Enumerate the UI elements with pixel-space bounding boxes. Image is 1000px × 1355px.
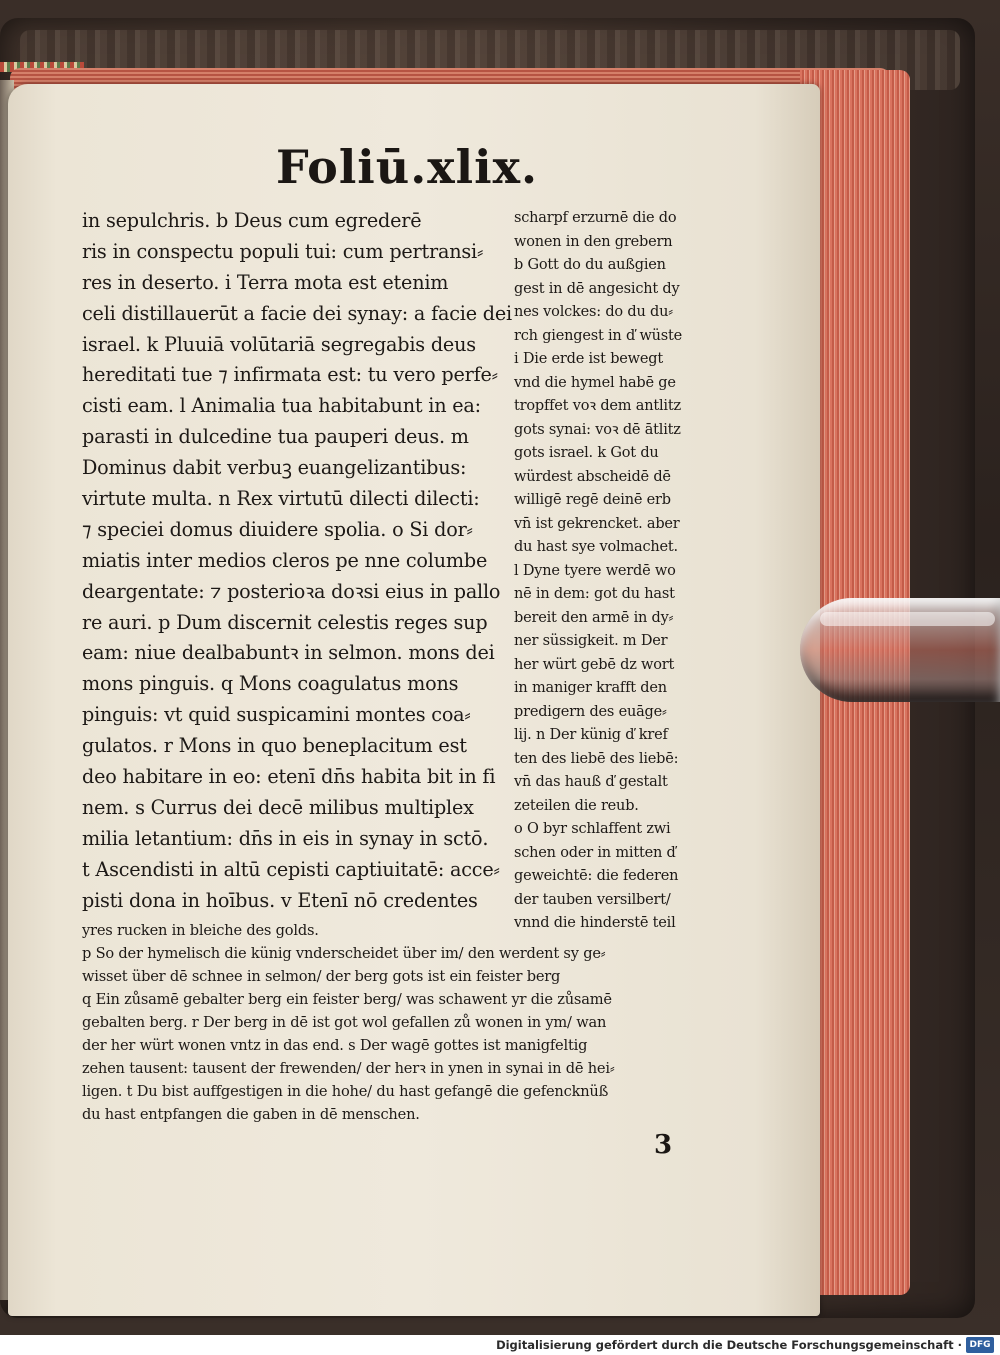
main-text-line: deo habitare in eo: etenī dn̄s habita bit in fi [82,765,496,789]
main-text-line: ris in conspectu populi tui: cum pertransi⸗ [82,239,484,263]
main-text-line: deargentate: ⁊ posterioꝛa doꝛsi eius in pallo [82,579,501,603]
gloss-text-line: zeteilen die reub. [514,797,639,814]
gloss-text-line: der tauben versilbert/ [514,891,671,908]
main-text-line: ⁊ speciei domus diuidere spolia. o Si dor⸗ [82,517,473,541]
gloss-text-line: i Die erde ist bewegt [514,351,663,367]
bottom-text-line: du hast entpfangen die gaben in dē menschen. [82,1106,420,1123]
main-text-column [82,206,512,916]
gloss-text-line: nes volckes: do du du⸗ [514,304,673,320]
main-text-line: pisti dona in hoībus. v Etenī nō credentes [82,888,478,912]
bottom-text-line: yres rucken in bleiche des golds. [82,922,319,939]
gloss-text-line: gots synai: voꝛ dē ātlitz [514,421,681,438]
gloss-text-line: gest in dē angesicht dy [514,280,680,297]
main-text-line: mons pinguis. q Mons coagulatus mons [82,672,459,696]
gloss-text-line: vnnd die hinderstē teil [514,915,676,931]
digitization-credit: Digitalisierung gefördert durch die Deutsche Forschungsgemeinschaft · [496,1338,962,1352]
gloss-text-line: l Dyne tyere werdē wo [514,562,676,579]
bottom-text-line: gebalten berg. r Der berg in dē ist got wol gefallen zů wonen in ym/ wan [82,1014,607,1031]
gloss-text-line: ten des liebē des liebē: [514,750,679,767]
bottom-text-line: der her würt wonen vntz in das end. s Der wagē gottes ist manigfeltig [82,1037,588,1054]
main-text-line: hereditati tue ⁊ infirmata est: tu vero perfe⸗ [82,363,498,387]
main-text-line: t Ascendisti in altū cepisti captiuitatē: acce⸗ [82,857,500,881]
main-text-line: eam: niue dealbabuntꝛ in selmon. mons dei [82,641,495,665]
main-text-line: milia letantium: dn̄s in eis in synay in sctō. [82,826,489,850]
gloss-text-line: du hast sye volmachet. [514,539,678,555]
gloss-text-line: scharpf erzurnē die do [514,210,677,226]
gloss-text-line: b Gott do du außgien [514,257,666,273]
main-text-line: res in deserto. i Terra mota est etenim [82,270,449,294]
dfg-logo-icon: DFG [966,1337,994,1353]
gloss-text-line: willigē regē deinē erb [514,492,671,508]
gloss-text-line: in maniger krafft den [514,680,667,696]
gloss-text-line: würdest abscheidē dē [514,468,671,485]
gloss-text-line: predigern des euāge⸗ [514,703,667,720]
main-text-line: re auri. p Dum discernit celestis reges sup [82,610,488,634]
gloss-text-line: vn̄ ist gekrencket. aber [514,515,680,532]
gloss-text-column [514,207,724,936]
gloss-text-line: geweichtē: die federen [514,868,679,884]
gloss-text-line: wonen in den grebern [514,233,673,250]
gloss-text-line: lij. n Der künig ď kref [514,727,668,743]
gloss-text-line: ner süssigkeit. m Der [514,633,668,649]
gloss-text-line: vnd die hymel habē ge [514,374,676,391]
main-text-line: in sepulchris. b Deus cum egrederē [82,209,422,232]
folio-title: Foliū.xlix. [276,140,539,194]
bottom-text-line: wisset über dē schnee in selmon/ der berg gots ist ein feister berg [82,968,561,985]
signature-mark: 3 [654,1130,673,1160]
gloss-text-line: tropffet voꝛ dem antlitz [514,398,681,414]
glass-highlight [820,612,995,626]
main-text-line: Dominus dabit verbuꝫ euangelizantibus: [82,456,467,480]
main-text-line: cisti eam. l Animalia tua habitabunt in ea: [82,394,481,418]
main-text-line: parasti in dulcedine tua pauperi deus. m [82,425,469,449]
gloss-text-line: rch giengest in ď wüste [514,327,683,344]
main-text-line: miatis inter medios cleros pe nne columbe [82,548,488,572]
main-text-line: pinguis: vt quid suspicamini montes coa⸗ [82,703,471,727]
bottom-text-line: ligen. t Du bist auffgestigen in die hohe/ du hast gefangē die gefencknüß [82,1083,609,1100]
main-text-line: gulatos. r Mons in quo beneplacitum est [82,734,467,758]
main-text-line: virtute multa. n Rex virtutū dilecti dilecti: [82,487,480,511]
bottom-text-block [82,919,722,1126]
gloss-text-line: bereit den armē in dy⸗ [514,609,674,626]
gloss-text-line: gots israel. k Got du [514,445,659,461]
gloss-text-line: nē in dem: got du hast [514,586,675,602]
gloss-text-line: schen oder in mitten ď [514,844,676,861]
gloss-text-line: vn̄ das hauß ď gestalt [514,774,668,790]
gloss-text-line: her würt gebē dz wort [514,656,675,673]
main-text-line: celi distillauerūt a facie dei synay: a facie dei [82,301,512,325]
bottom-text-line: zehen tausent: tausent der frewenden/ der herꝛ in ynen in synai in dē hei⸗ [82,1060,615,1077]
main-text-line: israel. k Pluuiā volūtariā segregabis deus [82,332,476,356]
bottom-text-line: p So der hymelisch die künig vnderscheidet über im/ den werdent sy ge⸗ [82,945,606,962]
main-text-line: nem. s Currus dei decē milibus multiplex [82,795,474,819]
bottom-text-line: q Ein zůsamē gebalter berg ein feister berg/ was schawent yr die zůsamē [82,991,612,1008]
gloss-text-line: o O byr schlaffent zwi [514,821,671,837]
